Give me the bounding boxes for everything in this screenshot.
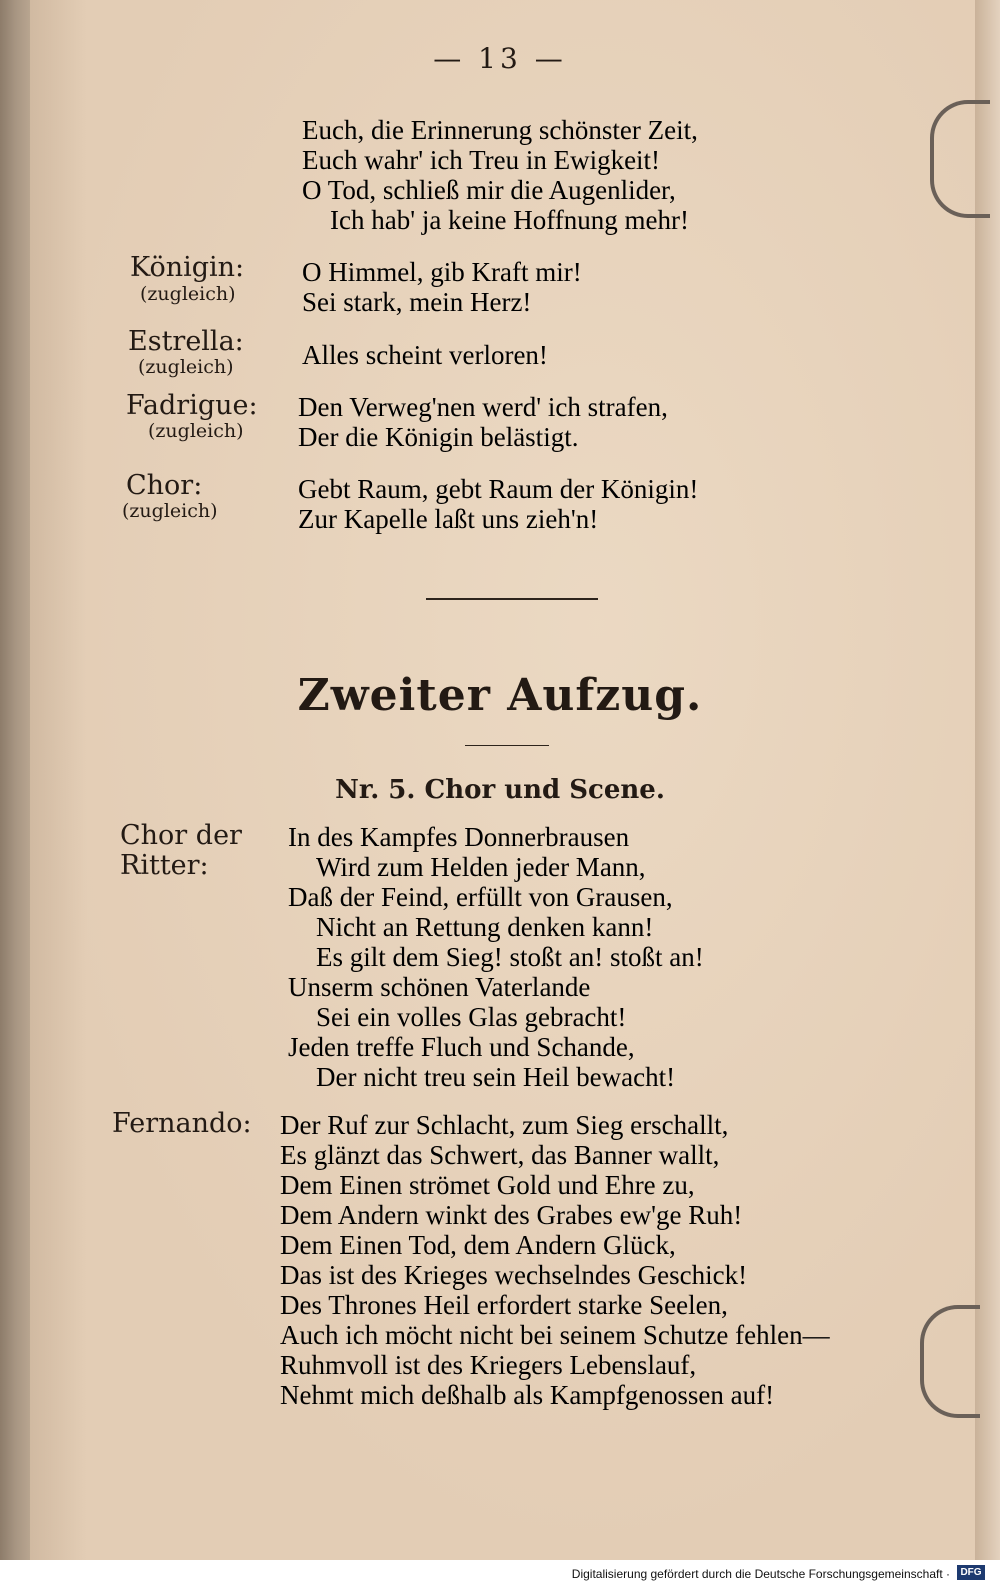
verse-line: Alles scheint verloren! [302,340,548,370]
verse-line: Nehmt mich deßhalb als Kampfgenossen auf! [280,1380,775,1410]
stage-note: (zugleich) [122,500,218,522]
speaker-name: Estrella: [128,326,244,357]
heading-divider [465,745,549,746]
verse-line: Der nicht treu sein Heil bewacht! [316,1062,676,1092]
speaker-name: Chor: [126,470,203,501]
verse-line: Jeden treffe Fluch und Schande, [288,1032,635,1062]
verse-line: Sei ein volles Glas gebracht! [316,1002,627,1032]
verse-line: Das ist des Krieges wechselndes Geschick! [280,1260,748,1290]
stage-note: (zugleich) [148,420,244,442]
verse-line: Wird zum Helden jeder Mann, [316,852,646,882]
speaker-name: Ritter: [120,850,209,881]
verse-line: Daß der Feind, erfüllt von Grausen, [288,882,673,912]
verse-line: Ich hab' ja keine Hoffnung mehr! [330,205,689,235]
digitization-credit: Digitalisierung gefördert durch die Deutsche Forschungsgemeinschaft · [571,1567,950,1581]
number-heading: Nr. 5. Chor und Scene. [335,775,665,805]
verse-line: Der die Königin belästigt. [298,422,579,452]
verse-line: Nicht an Rettung denken kann! [316,912,654,942]
verse-line: O Himmel, gib Kraft mir! [302,257,582,287]
verse-line: Der Ruf zur Schlacht, zum Sieg erschallt, [280,1110,729,1140]
page-number: — 13 — [433,42,567,75]
speaker-name: Fadrigue: [126,390,258,421]
speaker-name: Königin: [130,252,245,283]
verse-line: O Tod, schließ mir die Augenlider, [302,175,676,205]
speaker-name: Fernando: [112,1108,252,1139]
verse-line: Euch, die Erinnerung schönster Zeit, [302,115,698,145]
verse-line: Ruhmvoll ist des Kriegers Lebenslauf, [280,1350,697,1380]
stage-note: (zugleich) [140,283,236,305]
dfg-logo: DFG [957,1565,985,1580]
binder-clip-top [930,100,990,218]
verse-line: Dem Andern winkt des Grabes ew'ge Ruh! [280,1200,743,1230]
act-heading: Zweiter Aufzug. [297,670,703,721]
verse-line: Es gilt dem Sieg! stoßt an! stoßt an! [316,942,704,972]
verse-line: Unserm schönen Vaterlande [288,972,591,1002]
verse-line: Zur Kapelle laßt uns zieh'n! [298,504,599,534]
verse-line: Dem Einen Tod, dem Andern Glück, [280,1230,676,1260]
verse-line: In des Kampfes Donnerbrausen [288,822,630,852]
verse-line: Sei stark, mein Herz! [302,287,532,317]
section-divider [426,598,598,600]
speaker-name: Chor der [120,820,242,851]
verse-line: Des Thrones Heil erfordert starke Seelen, [280,1290,728,1320]
verse-line: Es glänzt das Schwert, das Banner wallt, [280,1140,720,1170]
binder-clip-bottom [920,1305,980,1418]
stage-note: (zugleich) [138,356,234,378]
verse-line: Euch wahr' ich Treu in Ewigkeit! [302,145,661,175]
verse-line: Den Verweg'nen werd' ich strafen, [298,392,668,422]
verse-line: Auch ich möcht nicht bei seinem Schutze fehlen— [280,1320,830,1350]
verse-line: Dem Einen strömet Gold und Ehre zu, [280,1170,695,1200]
verse-line: Gebt Raum, gebt Raum der Königin! [298,474,699,504]
